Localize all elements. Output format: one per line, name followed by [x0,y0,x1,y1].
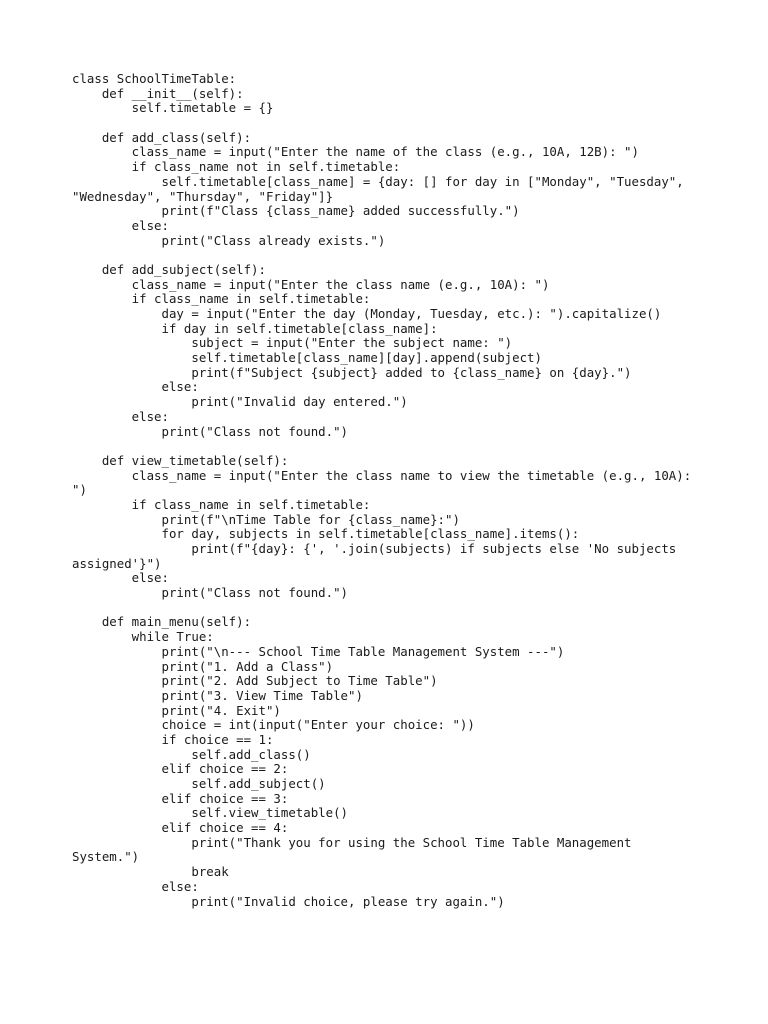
code-line: class SchoolTimeTable: [72,71,237,86]
code-line: self.timetable[class_name][day].append(subject) [72,350,542,366]
code-line: print("4. Exit") [72,702,281,718]
code-line: def add_class(self): [72,129,252,145]
code-line: print(f"Subject {subject} added to {class_name} on {day}.") [72,364,632,380]
code-line: "Wednesday", "Thursday", "Friday"]} [72,188,334,204]
code-line: ") [72,482,87,498]
code-line: print("\n--- School Time Table Management System ---") [72,643,565,659]
code-line [72,601,702,616]
code-line: self.timetable = {} [72,100,274,116]
code-line: if day in self.timetable[class_name]: [72,320,438,336]
code-line [72,439,702,454]
code-line: else: [72,878,199,894]
code-line: print("2. Add Subject to Time Table") [72,673,438,689]
code-line: if choice == 1: [72,731,274,747]
code-line: def add_subject(self): [72,261,266,277]
code-line: while True: [72,629,214,645]
code-line: self.view_timetable() [72,805,349,821]
code-line: class_name = input("Enter the name of the class (e.g., 10A, 12B): ") [72,144,639,160]
code-line: print("Invalid day entered.") [72,394,408,410]
code-line: def view_timetable(self): [72,452,289,468]
code-line: print("Invalid choice, please try again.") [72,893,505,909]
code-line: else: [72,408,169,424]
code-line: elif choice == 2: [72,761,289,777]
code-line: else: [72,379,199,395]
code-line [72,248,702,263]
code-line: class_name = input("Enter the class name to view the timetable (e.g., 10A): [72,467,692,483]
code-line: def __init__(self): [72,85,244,101]
code-line: print("Class not found.") [72,423,349,439]
code-line: print("Thank you for using the School Time Table Management [72,834,632,850]
code-line: subject = input("Enter the subject name: ") [72,335,513,351]
code-line: else: [72,217,169,233]
code-line: def main_menu(self): [72,614,252,630]
code-line: if class_name in self.timetable: [72,496,371,512]
code-line: self.add_subject() [72,776,326,791]
code-line: break [72,864,229,880]
code-line [72,116,702,131]
code-line: else: [72,570,169,586]
code-line: self.timetable[class_name] = {day: [] for day in ["Monday", "Tuesday", [72,173,684,189]
code-line: choice = int(input("Enter your choice: ")) [72,717,475,733]
code-line: day = input("Enter the day (Monday, Tuesday, etc.): ").capitalize() [72,306,662,321]
code-line: self.add_class() [72,746,311,762]
code-line: System.") [72,849,140,865]
code-line: elif choice == 3: [72,790,289,806]
code-block [72,72,702,909]
code-line: if class_name in self.timetable: [72,291,371,307]
code-line: if class_name not in self.timetable: [72,159,401,175]
code-line: print("Class not found.") [72,585,349,601]
code-line: print(f"{day}: {', '.join(subjects) if subjects else 'No subjects [72,541,677,556]
code-line: print(f"Class {class_name} added successfully.") [72,203,520,219]
code-line: elif choice == 4: [72,820,289,836]
code-line: for day, subjects in self.timetable[class_name].items(): [72,526,580,542]
code-line: print("3. View Time Table") [72,687,363,703]
code-line: assigned'}") [72,555,162,571]
code-line: print("1. Add a Class") [72,658,334,674]
code-line: print(f"\nTime Table for {class_name}:") [72,511,460,527]
code-line: class_name = input("Enter the class name (e.g., 10A): ") [72,276,550,292]
code-line: print("Class already exists.") [72,232,386,248]
